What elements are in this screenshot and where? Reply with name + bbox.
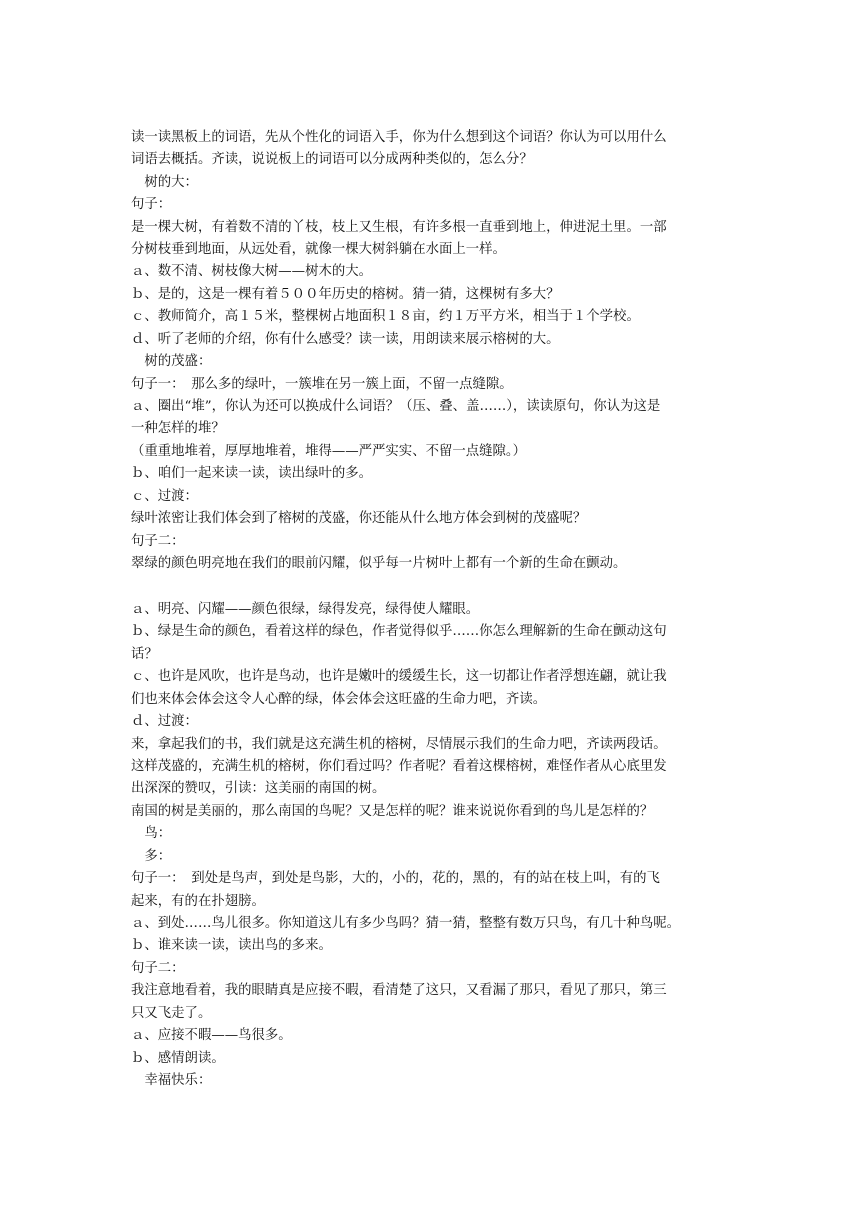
text-line: 词语去概括。齐读，说说板上的词语可以分成两种类似的，怎么分？ [131, 152, 533, 167]
text-line: 起来，有的在扑翅膀。 [131, 894, 265, 909]
section-heading: 幸福快乐： [131, 1073, 212, 1088]
text-line: 句子一： 到处是鸟声，到处是鸟影，大的，小的，花的，黑的，有的站在枝上叫，有的飞 [131, 871, 660, 886]
text-line: （重重地堆着，厚厚地堆着，堆得——严严实实、不留一点缝隙。） [131, 444, 527, 459]
text-line: 句子一： 那么多的绿叶，一簇堆在另一簇上面，不留一点缝隙。 [131, 377, 513, 392]
text-line: ｄ、过渡： [131, 714, 198, 729]
text-line: ｃ、也许是风吹，也许是鸟动，也许是嫩叶的缓缓生长，这一切都让作者浮想连翩，就让我 [131, 669, 667, 684]
text-line: 话？ [131, 647, 158, 662]
text-line: ａ、应接不暇——鸟很多。 [131, 1028, 292, 1043]
text-line: 绿叶浓密让我们体会到了榕树的茂盛，你还能从什么地方体会到树的茂盛呢？ [131, 511, 587, 526]
text-line: 句子二： [131, 961, 185, 976]
text-line: ａ、明亮、闪耀——颜色很绿，绿得发亮，绿得使人耀眼。 [131, 602, 480, 617]
text-line: 翠绿的颜色明亮地在我们的眼前闪耀，似乎每一片树叶上都有一个新的生命在颤动。 [131, 556, 627, 571]
text-line: 南国的树是美丽的，那么南国的鸟呢？又是怎样的呢？谁来说说你看到的鸟儿是怎样的？ [131, 804, 654, 819]
text-line: ｂ、感情朗读。 [131, 1051, 225, 1066]
text-line: ｂ、是的，这是一棵有着５００年历史的榕树。猜一猜，这棵树有多大？ [131, 287, 560, 302]
text-line: 我注意地看着，我的眼睛真是应接不暇，看清楚了这只，又看漏了那只，看见了那只，第三 [131, 983, 667, 998]
text-line: 句子二： [131, 534, 185, 549]
text-line: 句子： [131, 197, 172, 212]
text-line: ｄ、听了老师的介绍，你有什么感受？读一读，用朗读来展示榕树的大。 [131, 332, 560, 347]
section-heading: 树的茂盛： [131, 354, 212, 369]
text-line: 只又飞走了。 [131, 1006, 212, 1021]
section-heading: 树的大： [131, 175, 198, 190]
text-line: 一种怎样的堆？ [131, 421, 225, 436]
text-line: 们也来体会体会这令人心醉的绿，体会体会这旺盛的生命力吧，齐读。 [131, 692, 547, 707]
text-line: ｂ、谁来读一读，读出鸟的多来。 [131, 938, 332, 953]
text-line: ａ、数不清、树枝像大树——树木的大。 [131, 264, 373, 279]
text-line: ａ、圈出“堆”，你认为还可以换成什么词语？（压、叠、盖……），读读原句，你认为这是 [131, 399, 661, 414]
text-line: 这样茂盛的，充满生机的榕树，你们看过吗？作者呢？看着这棵榕树，难怪作者从心底里发 [131, 759, 667, 774]
text-line: ｂ、绿是生命的颜色，看着这样的绿色，作者觉得似乎……你怎么理解新的生命在颤动这句 [131, 624, 667, 639]
text-line: ｃ、过渡： [131, 489, 198, 504]
section-heading: 鸟： [131, 826, 172, 841]
text-line: 来，拿起我们的书，我们就是这充满生机的榕树，尽情展示我们的生命力吧，齐读两段话。 [131, 737, 667, 752]
section-heading: 多： [131, 849, 172, 864]
text-line: 分树枝垂到地面，从远处看，就像一棵大树斜躺在水面上一样。 [131, 242, 506, 257]
text-line: ａ、到处……鸟儿很多。你知道这儿有多少鸟吗？猜一猜，整整有数万只鸟，有几十种鸟呢。 [131, 916, 681, 931]
text-line: 读一读黑板上的词语，先从个性化的词语入手，你为什么想到这个词语？你认为可以用什么 [131, 130, 667, 145]
text-line: 出深深的赞叹，引读：这美丽的南国的树。 [131, 781, 386, 796]
text-line: ｂ、咱们一起来读一读，读出绿叶的多。 [131, 466, 373, 481]
text-line: ｃ、教师简介，高１５米，整棵树占地面积１８亩，约１万平方米，相当于１个学校。 [131, 309, 640, 324]
text-line: 是一棵大树，有着数不清的丫枝，枝上又生根，有许多根一直垂到地上，伸进泥土里。一部 [131, 220, 667, 235]
